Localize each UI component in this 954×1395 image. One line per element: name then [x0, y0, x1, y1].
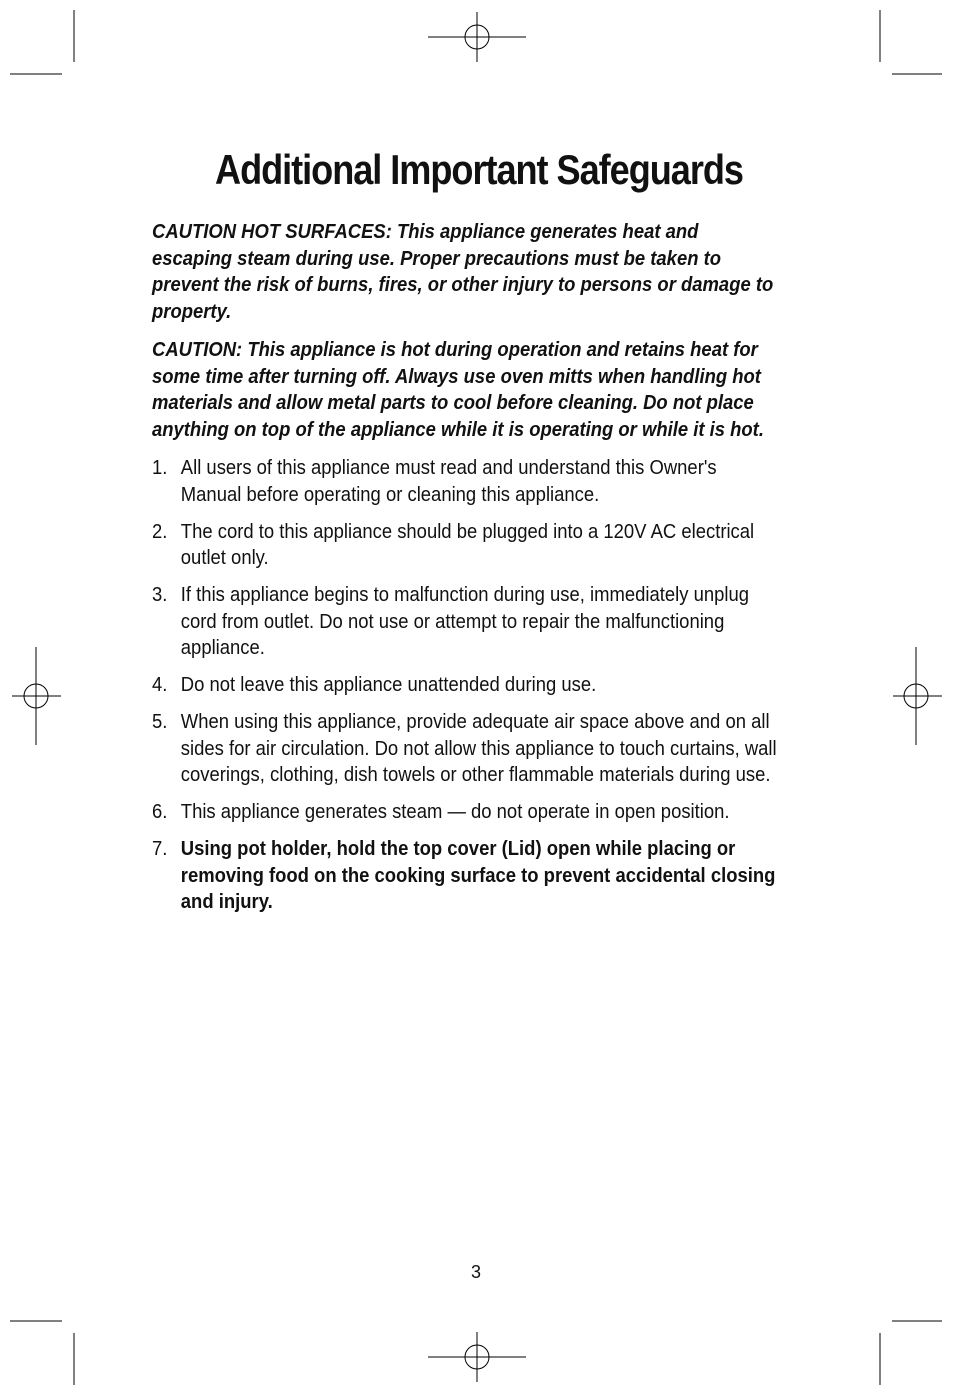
list-item — [152, 582, 782, 662]
list-item-text: Using pot holder, hold the top cover (Lid) open while placing or removing food on the cooking surface to prevent accidental closing and injury. — [180, 837, 776, 913]
registration-mark-right — [893, 647, 942, 745]
list-item — [152, 455, 782, 508]
list-item — [152, 836, 782, 916]
caution-hot-surfaces: CAUTION HOT SURFACES: This appliance generates heat and escaping steam during use. Proper precautions must be taken to prevent the risk of burns, fires, or other injury to persons or damage to property. — [152, 220, 774, 323]
list-item-number: 2. — [152, 519, 168, 543]
registration-mark-bottom — [428, 1332, 526, 1382]
page-title: Additional Important Safeguards — [215, 146, 743, 193]
safeguard-list — [152, 455, 782, 916]
list-item-text: If this appliance begins to malfunction during use, immediately unplug cord from outlet. Do not use or attempt to repair the malfunctioning appliance. — [180, 583, 749, 659]
caution-hot-operation: CAUTION: This appliance is hot during operation and retains heat for some time after turning off. Always use oven mitts when handling hot materials and allow metal parts to cool before cleaning. Do not place anything on top of the appliance while it is operating or while it is hot. — [152, 338, 764, 441]
list-item-number: 7. — [152, 837, 168, 860]
list-item-number: 3. — [152, 583, 168, 606]
list-item — [152, 709, 782, 789]
list-item-number: 1. — [152, 456, 168, 479]
list-item — [152, 519, 782, 572]
list-item-number: 4. — [152, 673, 168, 696]
registration-mark-left — [12, 647, 61, 745]
list-item-text: This appliance generates steam — do not operate in open position. — [180, 800, 730, 823]
list-item-text: The cord to this appliance should be plugged into a 120V AC electrical outlet only. — [180, 519, 755, 569]
list-item-number: 5. — [152, 710, 168, 733]
list-item — [152, 799, 782, 826]
list-item-number: 6. — [152, 800, 168, 823]
list-item — [152, 672, 782, 699]
page-number: 3 — [470, 1262, 481, 1282]
list-item-text: When using this appliance, provide adequate air space above and on all sides for air circulation. Do not allow this appliance to touch curtains, wall coverings, clothing, dish towels or other flammable materials during use. — [180, 710, 777, 786]
registration-mark-top — [428, 12, 526, 62]
list-item-text: Do not leave this appliance unattended during use. — [180, 673, 597, 696]
list-item-text: All users of this appliance must read and understand this Owner's Manual before operating or cleaning this appliance. — [180, 456, 717, 506]
safeguards-content — [152, 219, 782, 926]
